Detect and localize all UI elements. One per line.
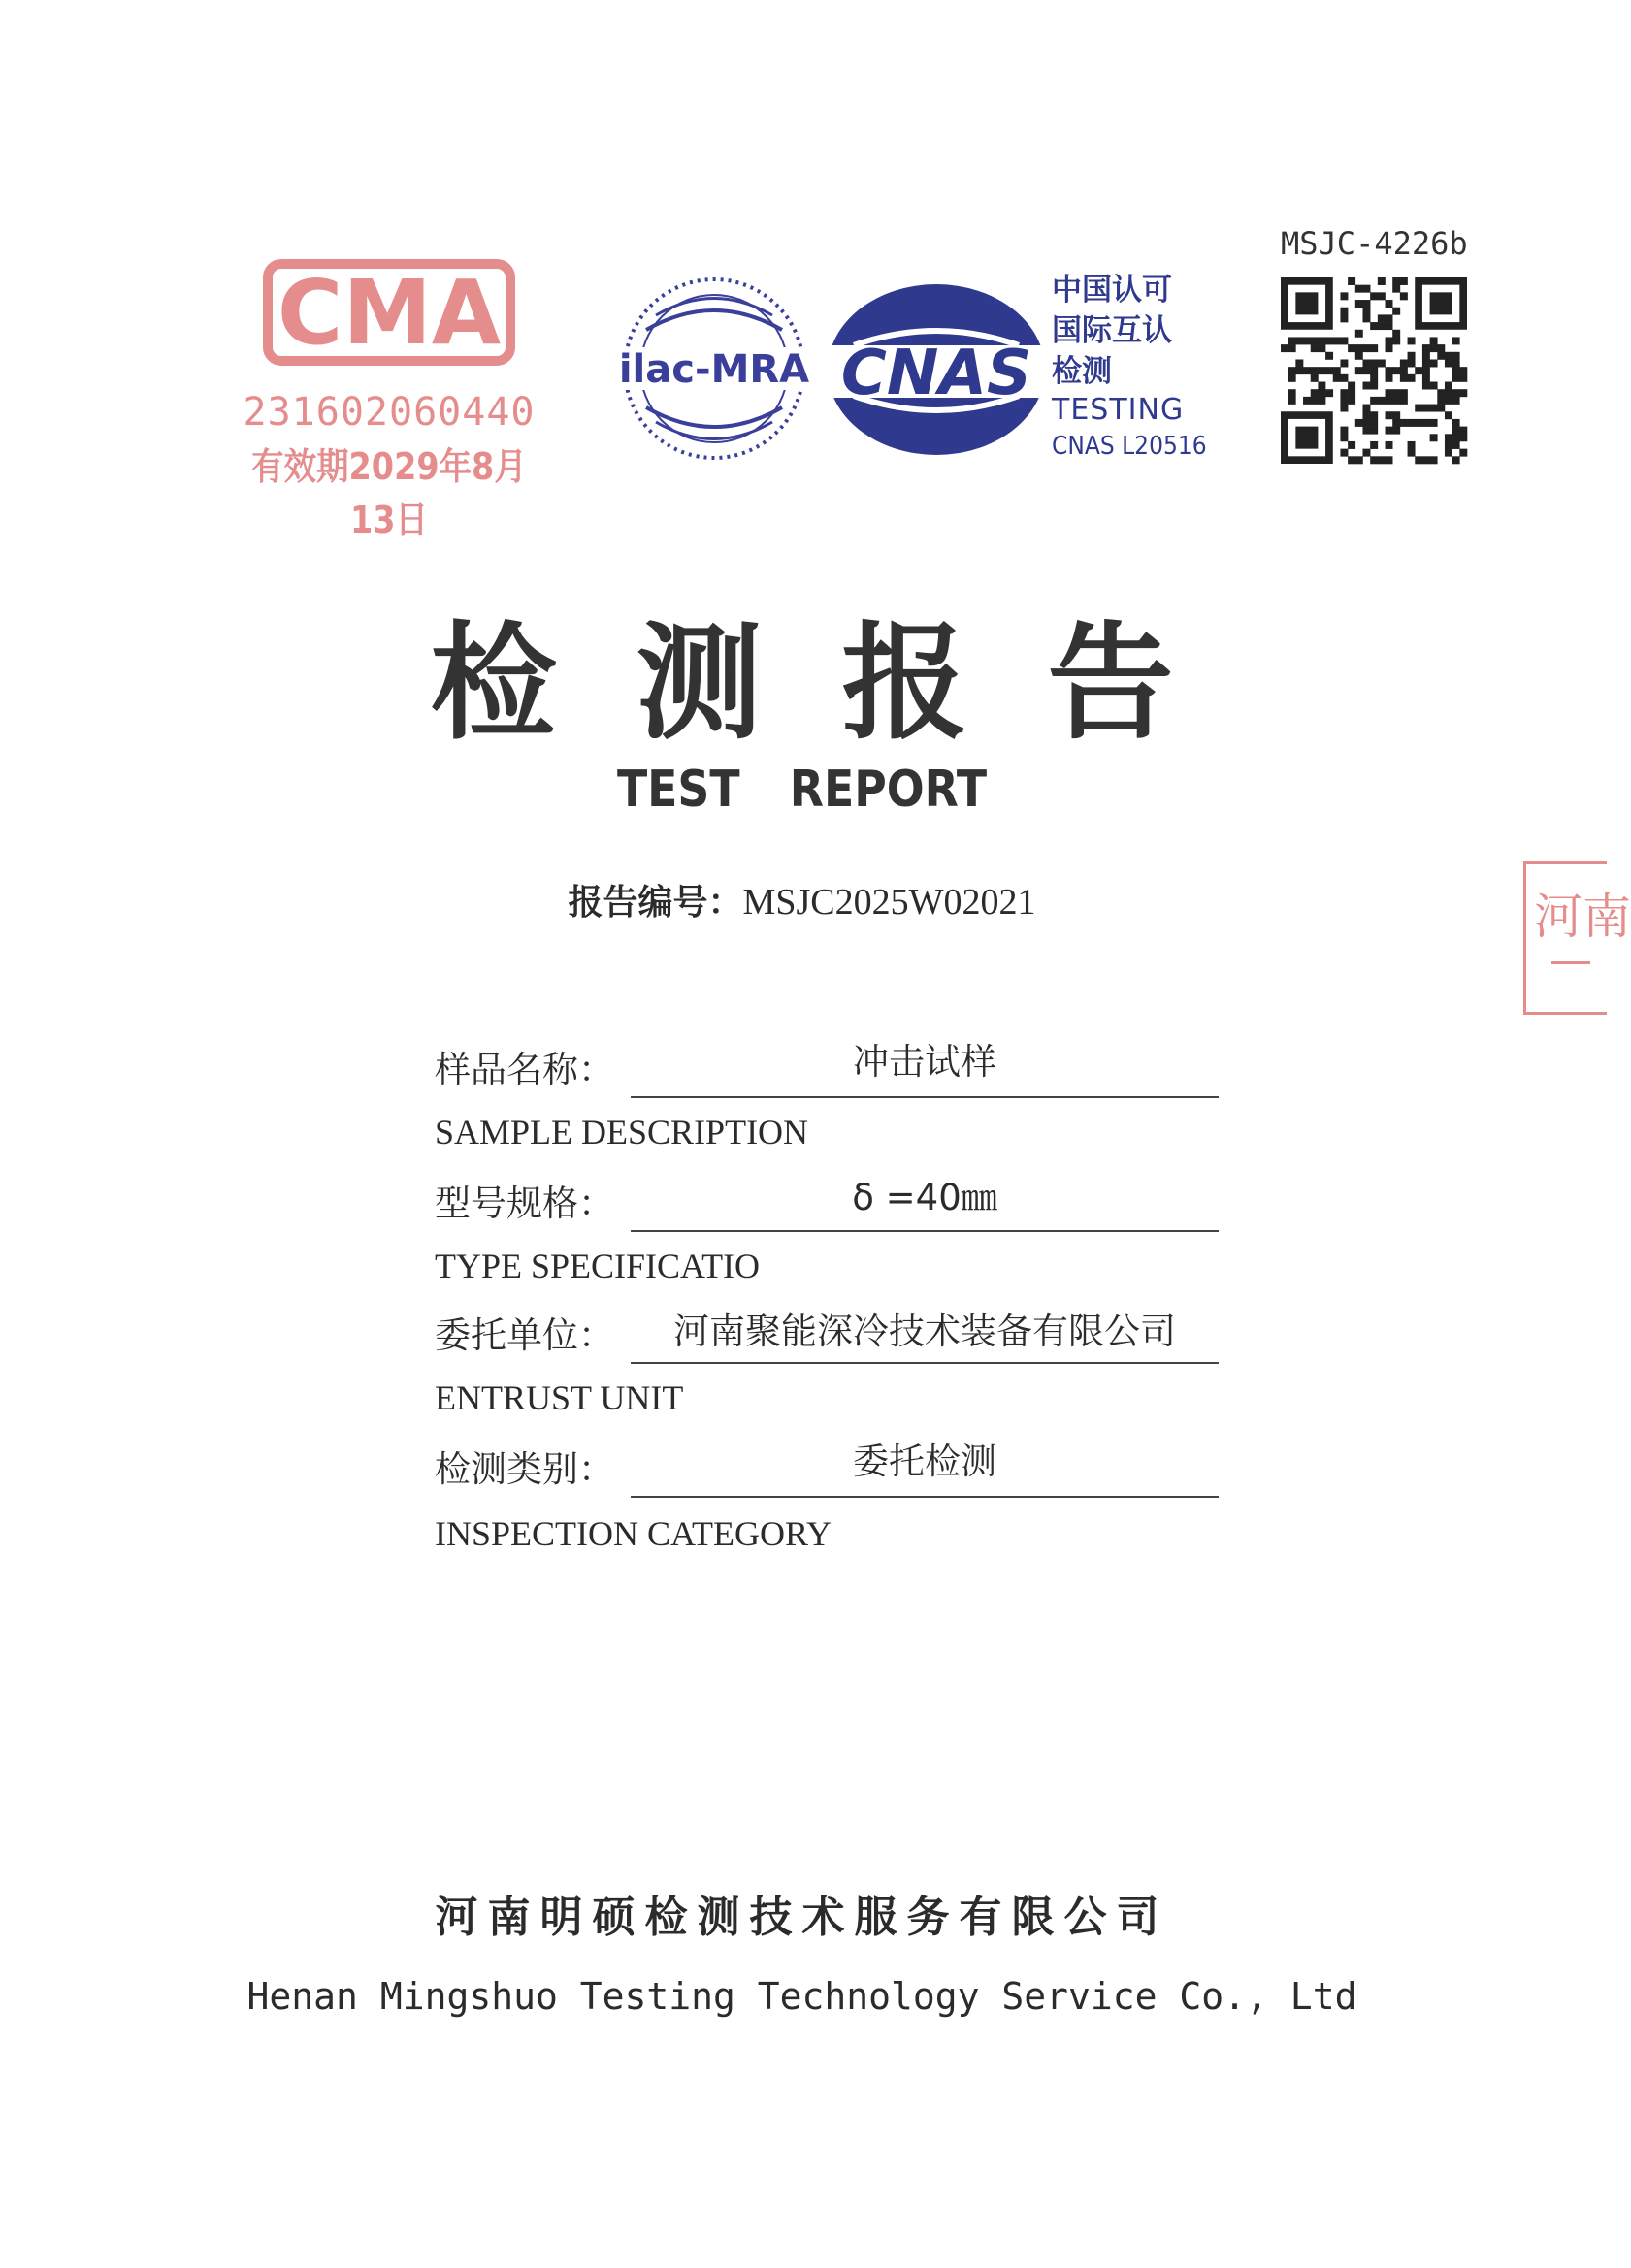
side-seal-text: 河南 (1534, 889, 1631, 945)
ilac-globe-icon (617, 272, 811, 466)
sample-description-label: SAMPLE DESCRIPTION (435, 1113, 809, 1151)
report-number-label: 报告编号： (568, 883, 743, 923)
cnas-logo-text: CNAS (840, 338, 1032, 409)
cnas-line-5: CNAS L20516 (1052, 432, 1207, 461)
cnas-caption (1052, 270, 1223, 464)
cnas-line-3: 检测 (1052, 354, 1112, 389)
inspection-category-value: 委托检测 (853, 1441, 996, 1482)
inspection-category-en-label: INSPECTION CATEGORY (435, 1514, 832, 1553)
inspection-category-underline (631, 1496, 1219, 1498)
type-spec-label: 型号规格： (435, 1183, 614, 1224)
entrust-unit-value: 河南聚能深冷技术装备有限公司 (673, 1311, 1176, 1352)
company-name-zh: 河南明硕检测技术服务有限公司 (435, 1893, 1169, 1942)
entrust-unit-label: 委托单位： (435, 1314, 614, 1356)
cma-stamp (229, 254, 549, 541)
sample-name-label: 样品名称： (435, 1049, 614, 1090)
cnas-line-2: 国际互认 (1052, 313, 1172, 348)
entrust-unit-en-label: ENTRUST UNIT (435, 1378, 684, 1417)
cma-logo-text: CMA (277, 261, 502, 365)
report-number-value: MSJC2025W02021 (742, 882, 1036, 923)
report-title-zh: 检测报告 (430, 608, 1254, 757)
cnas-line-1: 中国认可 (1052, 273, 1172, 308)
cma-logo-icon (258, 254, 520, 371)
cnas-line-4: TESTING (1052, 393, 1185, 427)
type-spec-value: δ =40㎜ (852, 1177, 997, 1218)
type-spec-underline (631, 1230, 1219, 1232)
cma-number: 231602060440 (243, 390, 536, 435)
sample-name-value: 冲击试样 (853, 1041, 996, 1083)
cnas-logo (815, 277, 1058, 462)
document-code: MSJC-4226b (1281, 225, 1468, 262)
qr-code-icon (1281, 277, 1467, 464)
cnas-globe-icon (815, 277, 1058, 462)
type-specification-label: TYPE SPECIFICATIO (435, 1247, 761, 1285)
inspection-category-label: 检测类别： (435, 1448, 614, 1490)
entrust-unit-underline (631, 1362, 1219, 1364)
cma-validity: 有效期2029年8月13日 (251, 445, 527, 541)
sample-name-underline (631, 1096, 1219, 1098)
ilac-logo-text: ilac-MRA (618, 347, 810, 392)
report-title-en: TEST REPORT (616, 761, 988, 819)
report-number (0, 875, 1604, 924)
ilac-mra-logo (617, 272, 811, 466)
company-name-en: Henan Mingshuo Testing Technology Service Co., Ltd (246, 1975, 1357, 2018)
